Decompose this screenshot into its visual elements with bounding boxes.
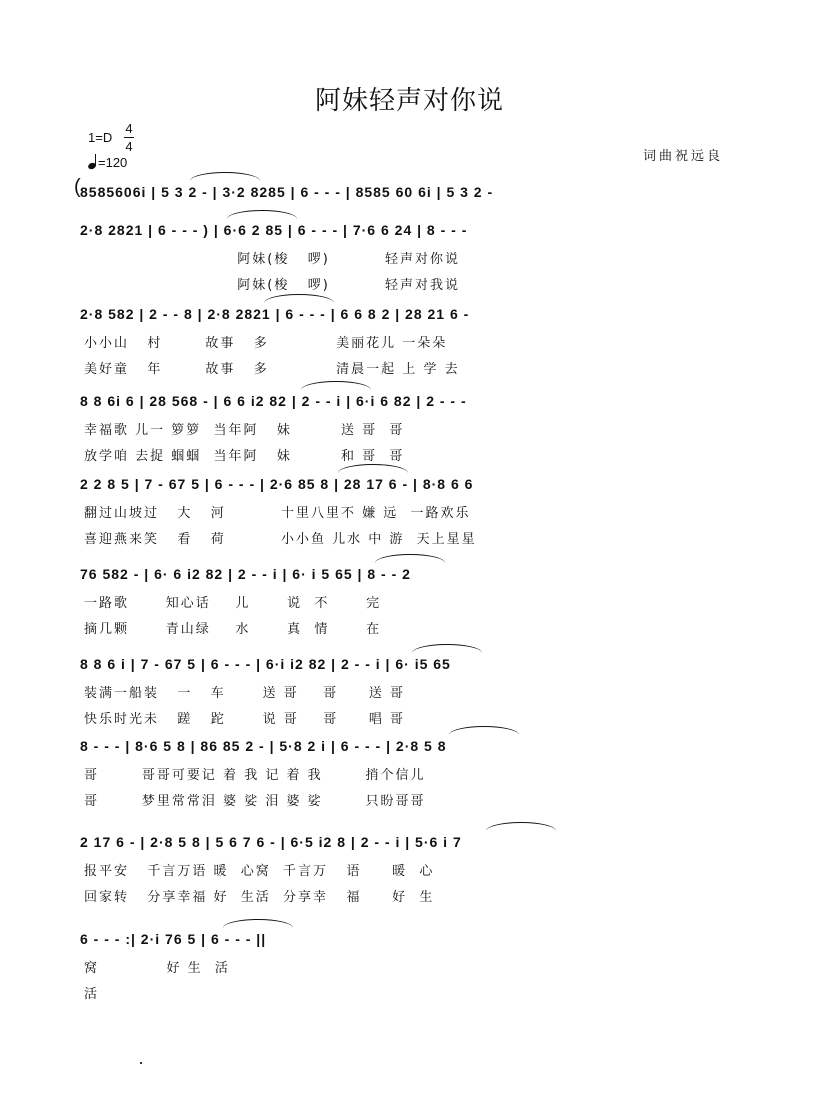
score-line: 8585606i | 5 3 2 - | 3·2 8285 | 6 - - - | 8585 60 6i | 5 3 2 - [80,184,494,200]
slur-mark [301,381,371,390]
lyric-line: 报平安 千言万语 暖 心窝 千言万 语 暖 心 [84,864,435,879]
slur-mark [227,210,297,219]
score-line: 2 2 8 5 | 7 - 67 5 | 6 - - - | 2·6 85 8 | 28 17 6 - | 8·8 6 6 [80,476,474,492]
lyric-line: 装满一船装 一 车 送 哥 哥 送 哥 [84,686,406,701]
lyric-line: 活 [84,987,100,1002]
stray-dot [140,1062,142,1064]
slur-mark [264,294,334,303]
score-line: 2 17 6 - | 2·8 5 8 | 5 6 7 6 - | 6·5 i2 8 | 2 - - i | 5·6 i 7 [80,834,462,850]
slur-mark [338,464,408,473]
lyric-line: 小小山 村 故事 多 美丽花儿 一朵朵 [84,336,448,351]
lyric-line: 阿妹(梭 啰) 轻声对你说 [84,252,461,267]
lyric-line: 翻过山坡过 大 河 十里八里不 嫌 远 一路欢乐 [84,506,471,521]
slur-mark [375,554,445,563]
slur-mark [449,726,519,735]
lyric-line: 摘几颗 青山绿 水 真 情 在 [84,622,382,637]
lyric-line: 哥 梦里常常泪 婆 娑 泪 婆 娑 只盼哥哥 [84,794,426,809]
lyric-line: 哥 哥哥可要记 着 我 记 着 我 捎个信儿 [84,768,426,783]
slur-mark [190,172,260,181]
time-signature [124,121,134,154]
quarter-note-icon [88,155,98,169]
lyric-line: 放学咱 去捉 蝈蝈 当年阿 妹 和 哥 哥 [84,449,405,464]
score-line: 2·8 2821 | 6 - - - ) | 6·6 2 85 | 6 - - - | 7·6 6 24 | 8 - - - [80,222,468,238]
lyric-line: 喜迎燕来笑 看 荷 小小鱼 儿水 中 游 天上星星 [84,532,477,547]
tempo-marking [88,155,127,170]
score-line: 76 582 - | 6· 6 i2 82 | 2 - - i | 6· i 5 65 | 8 - - 2 [80,566,411,582]
score-line: 8 8 6i 6 | 28 568 - | 6 6 i2 82 | 2 - - i | 6·i 6 82 | 2 - - - [80,393,467,409]
lyric-line: 幸福歌 儿一 箩箩 当年阿 妹 送 哥 哥 [84,423,405,438]
slur-mark [412,644,482,653]
slur-mark [223,919,293,928]
time-signature-top: 4 [125,121,133,136]
lyric-line: 阿妹(梭 啰) 轻声对我说 [84,278,461,293]
score-line: 6 - - - :| 2·i 76 5 | 6 - - - || [80,931,267,947]
lyric-line: 回家转 分享幸福 好 生活 分享幸 福 好 生 [84,890,435,905]
lyric-line: 窝 好 生 活 [84,961,230,976]
lyric-line: 快乐时光未 蹉 跎 说 哥 哥 唱 哥 [84,712,406,727]
lyric-line: 美好童 年 故事 多 清晨一起 上 学 去 [84,362,460,377]
intro-paren: ( [74,176,81,198]
time-signature-bottom: 4 [125,139,133,154]
composer-credit: 词曲祝远良 [642,149,723,164]
tempo-value: =120 [98,155,128,170]
score-line: 8 8 6 i | 7 - 67 5 | 6 - - - | 6·i i2 82 | 2 - - i | 6· i5 65 [80,656,451,672]
key-signature: 1=D [88,130,113,145]
lyric-line: 一路歌 知心话 儿 说 不 完 [84,596,382,611]
song-title: 阿妹轻声对你说 [314,86,504,116]
score-line: 2·8 582 | 2 - - 8 | 2·8 2821 | 6 - - - | 6 6 8 2 | 28 21 6 - [80,306,470,322]
slur-mark [486,822,556,831]
score-line: 8 - - - | 8·6 5 8 | 86 85 2 - | 5·8 2 i | 6 - - - | 2·8 5 8 [80,738,447,754]
